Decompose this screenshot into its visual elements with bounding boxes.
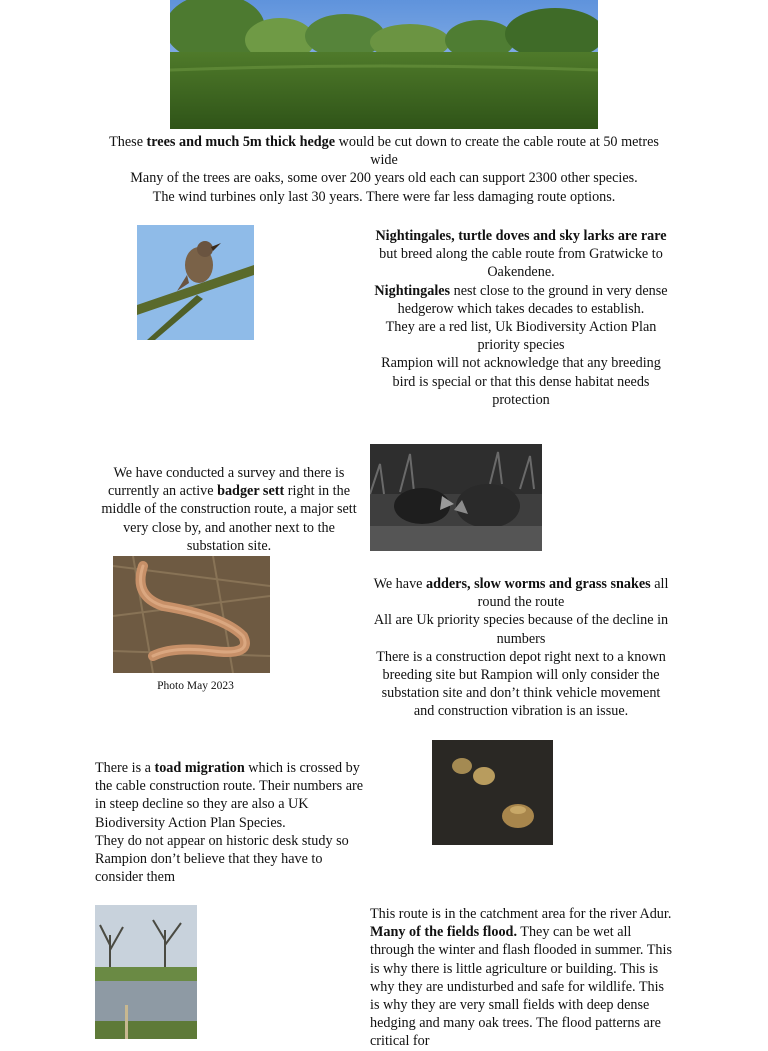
toad-paragraph: There is a toad migration which is crossed by the cable construction route. Their numbers are in steep decline so they are also a UK Biodiversity Action Plan Species. They do not appear on historic desk study so Rampion don’t believe that they have to consider them [95,760,364,886]
hedge-paragraph: These trees and much 5m thick hedge would be cut down to create the cable route at 50 metres wide Many of the trees are oaks, some over 200 years old each can support 2300 other species. The wind turbines only last 30 years. There were far less damaging route options. [109,134,659,205]
meadow-trees-photo [170,0,598,129]
birds-paragraph: Nightingales, turtle doves and sky larks are rare but breed along the cable route from Gratwicke to Oakendene. Nightingales nest close to the ground in very dense hedgerow which takes decades to establish. They are a red list, Uk Biodiversity Action Plan priority species Rampion will not acknowledge that any breeding bird is special or that this dense habitat needs protection [374,228,668,408]
badger-photo [370,444,542,551]
badger-paragraph: We have conducted a survey and there is currently an active badger sett right in the middle of the construction route, a major sett very close by, and another next to the substation site. [101,465,357,554]
badger-bold: badger sett [217,483,285,500]
reptiles-paragraph: We have adders, slow worms and grass snakes all round the route All are Uk priority species because of the decline in numbers There is a construction depot right next to a known breeding site but Rampion will only consider the substation site and don’t think vehicle movement and construction vibration is an issue. [373,576,669,720]
photo-caption: Photo May 2023 [157,680,234,692]
nightingale-photo [137,225,254,340]
hedge-bold: trees and much 5m thick hedge [146,134,336,150]
slow-worm-photo [113,556,270,673]
flooded-field-photo [95,905,197,1039]
flood-paragraph: This route is in the catchment area for the river Adur. Many of the fields flood. They can be wet all through the winter and flash flooded in summer. This is why there is little agriculture or building. This is why they are undisturbed and safe for wildlife. This is why they are very small fields with deep dense hedging and many oak trees. The flood patterns are critical for [370,906,672,1050]
toads-photo [432,740,553,845]
